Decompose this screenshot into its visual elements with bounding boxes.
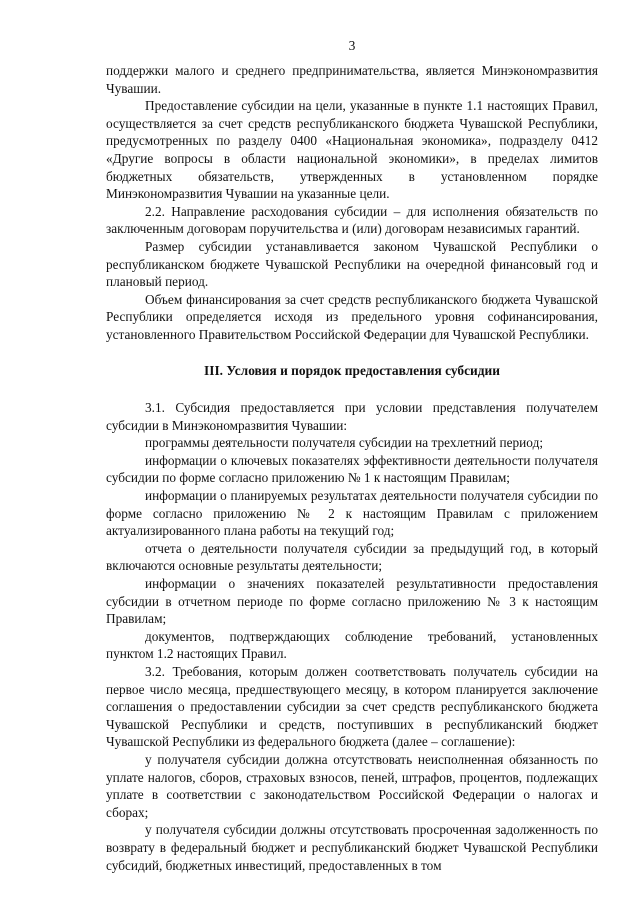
paragraph: информации о ключевых показателях эффективности деятельности получателя субсидии по форме согласно приложению № 1 к настоящим Правилам; <box>106 452 598 486</box>
paragraph: 3.1. Субсидия предоставляется при условии представления получателем субсидии в Минэкономразвития Чувашии: <box>106 400 598 433</box>
section-after <box>106 399 598 874</box>
paragraph: Размер субсидии устанавливается законом Чувашской Республики о республиканском бюджете Чувашской Республики на очередной финансовый год и плановый период. <box>106 238 598 290</box>
paragraph: поддержки малого и среднего предпринимательства, является Минэкономразвития Чувашии. <box>106 63 598 96</box>
paragraph: документов, подтверждающих соблюдение требований, установленных пунктом 1.2 настоящих Правил. <box>106 628 598 662</box>
paragraph: у получателя субсидии должны отсутствовать просроченная задолженность по возврату в федеральный бюджет и республиканский бюджет Чувашской Республики субсидий, бюджетных инвестиций, предоставленных в том <box>106 822 598 873</box>
section-heading: III. Условия и порядок предоставления субсидии <box>204 362 500 378</box>
section-before <box>106 62 598 344</box>
paragraph: Предоставление субсидии на цели, указанные в пункте 1.1 настоящих Правил, осуществляется за счет средств республиканского бюджета Чувашской Республики, предусмотренных по разделу 0400 «Национальная экономика», подразделу 0412 «Другие вопросы в области национальной экономики», в пределах лимитов бюджетных обязательств, утвержденных в установленном порядке Минэкономразвития Чувашии на указанные цели. <box>106 98 598 202</box>
paragraph: информации о значениях показателей результативности предоставления субсидии в отчетном периоде по форме согласно приложению № 3 к настоящим Правилам; <box>106 576 598 627</box>
paragraph: у получателя субсидии должна отсутствовать неисполненная обязанность по уплате налогов, сборов, страховых взносов, пеней, штрафов, процентов, подлежащих уплате в соответствии с законодательством Российской Федерации о налогах и сборах; <box>106 751 598 820</box>
paragraph: 3.2. Требования, которым должен соответствовать получатель субсидии на первое число месяца, предшествующего месяцу, в котором планируется заключение соглашения о предоставлении субсидии за счет средств республиканского бюджета Чувашской Республики и средств, поступивших в республиканский бюджет Чувашской Республики из федерального бюджета (далее – соглашение): <box>106 664 598 750</box>
paragraph: 2.2. Направление расходования субсидии – для исполнения обязательств по заключенным договорам поручительства и (или) договорам независимых гарантий. <box>106 203 598 237</box>
paragraph: Объем финансирования за счет средств республиканского бюджета Чувашской Республики определяется исходя из предельного уровня софинансирования, установленного Правительством Российской Федерации для Чувашской Республики. <box>106 291 598 342</box>
paragraph: информации о планируемых результатах деятельности получателя субсидии по форме согласно приложению № 2 к настоящим Правилам с приложением актуализированного плана работы на текущий год; <box>106 488 598 539</box>
paragraph: отчета о деятельности получателя субсидии за предыдущий год, в который включаются основные результаты деятельности; <box>106 540 598 574</box>
paragraph: программы деятельности получателя субсидии на трехлетний период; <box>145 435 544 451</box>
page-number: 3 <box>348 38 356 53</box>
